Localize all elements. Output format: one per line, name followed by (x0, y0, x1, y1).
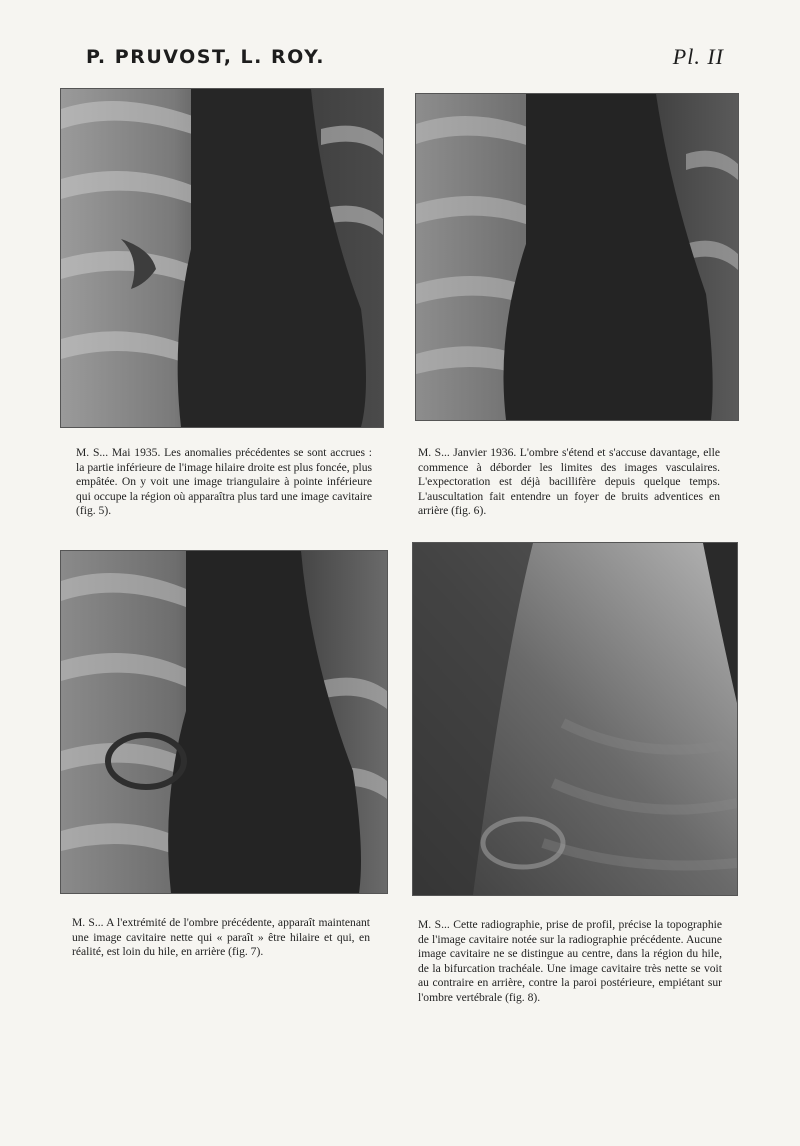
caption-fig-8 (418, 918, 722, 1006)
caption-text: M. S... Mai 1935. Les anomalies précédentes se sont accrues : la partie inférieure de l'image hilaire droite est plus foncée, plus empâtée. On y voit une image triangulaire à pointe inférieure qui occupe la région où apparaîtra plus tard une image cavitaire (fig. 5). (76, 446, 372, 518)
header-authors: P. PRUVOST, L. ROY. (86, 46, 325, 68)
caption-text: M. S... Janvier 1936. L'ombre s'étend et s'accuse davantage, elle commence à déborder les limites des images vasculaires. L'expectoration est déjà bacillifère depuis quelque temps. L'auscultation fait entendre un foyer de bruits adventices en arrière (fig. 6). (418, 446, 720, 518)
radiograph-fig-6 (415, 93, 739, 421)
plate-number: Pl. II (672, 44, 724, 69)
caption-fig-5 (76, 446, 372, 519)
caption-fig-7 (72, 916, 370, 960)
radiograph-fig-7 (60, 550, 388, 894)
caption-fig-6 (418, 446, 720, 519)
caption-text: M. S... Cette radiographie, prise de profil, précise la topographie de l'image cavitaire notée sur la radiographie précédente. Aucune image cavitaire ne se distingue au centre, dans la région du hile, de la bifurcation trachéale. Une image cavitaire très nette se voit au contraire en arrière, contre la paroi postérieure, empiétant sur l'ombre vertébrale (fig. 8). (418, 918, 722, 1004)
radiograph-fig-5 (60, 88, 384, 428)
caption-text: M. S... A l'extrémité de l'ombre précédente, apparaît maintenant une image cavitaire nette qui « paraît » être hilaire et qui, en réalité, est loin du hile, en arrière (fig. 7). (72, 916, 370, 959)
radiograph-fig-8 (412, 542, 738, 896)
